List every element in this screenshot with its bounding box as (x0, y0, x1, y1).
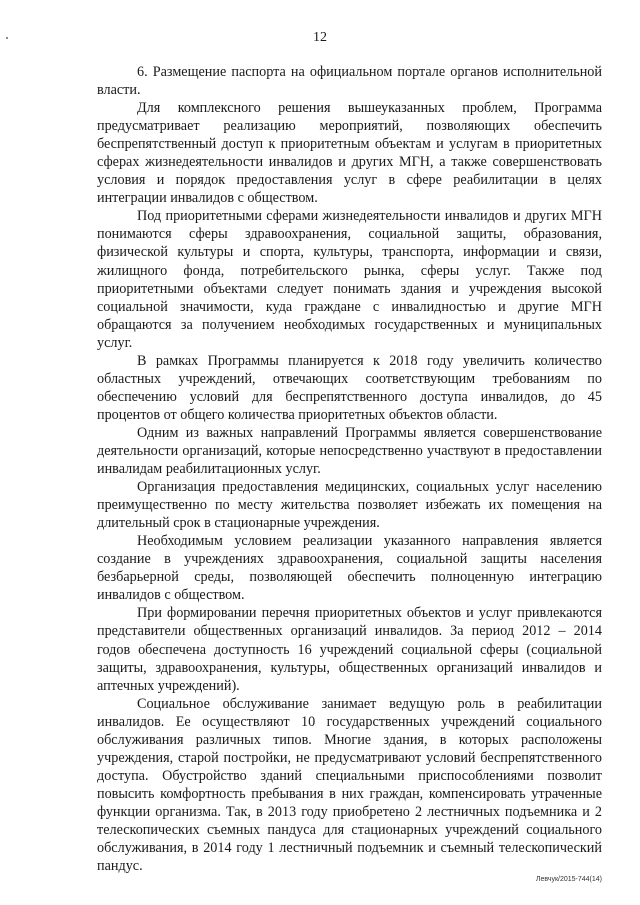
paragraph-priority-spheres: Под приоритетными сферами жизнедеятельности инвалидов и других МГН понимаются сферы здравоохранения, социальной защиты, образования, физической культуры и спорта, культуры, транспорта, информации и связи, жилищного фонда, потребительского рынка, сферы услуг. Также под приоритетными объектами следует понимать здания и учреждения высокой социальной значимости, куда граждане с инвалидностью и другие МГН обращаются за получением необходимых государственных и муниципальных услуг. (97, 208, 602, 351)
paragraph-passport-placement: 6. Размещение паспорта на официальном портале органов исполнительной власти. (97, 64, 602, 99)
paragraph-program-measures: Для комплексного решения вышеуказанных проблем, Программа предусматривает реализацию мероприятий, позволяющих обеспечить беспрепятственный доступ к приоритетным объектам и услугам в приоритетных сферах жизнедеятельности инвалидов и других МГН, а также совершенствовать условия и порядок предоставления услуг в сфере реабилитации в целях интеграции инвалидов с обществом. (97, 100, 602, 207)
document-footer-code: Левчук/2015-744(14) (535, 876, 602, 883)
paragraph-local-services: Организация предоставления медицинских, социальных услуг населению преимущественно по месту жительства позволяет избежать их помещения на длительный срок в стационарные учреждения. (97, 479, 602, 532)
page-number: 12 (313, 30, 327, 45)
paragraph-barrier-free: Необходимым условием реализации указанного направления является создание в учреждениях здравоохранения, социальной защиты населения безбарьерной среды, позволяющей обеспечить полноценную интеграцию инвалидов с обществом. (97, 533, 602, 604)
document-body (97, 63, 602, 875)
paragraph-social-service: Социальное обслуживание занимает ведущую роль в реабилитации инвалидов. Ее осуществляют 10 государственных учреждений социального обслуживания различных типов. Многие здания, в которых расположены учреждения, старой постройки, не предусматривают условий беспрепятственного доступа. Обустройство зданий специальными приспособлениями позволит повысить комфортность пребывания в них граждан, компенсировать утраченные функции организма. Так, в 2013 году приобретено 2 лестничных подъемника и 2 телескопических съемных пандуса для стационарных учреждений социального обслуживания, в 2014 году 1 лестничный подъемник и съемный телескопический пандус. (97, 695, 602, 875)
paragraph-2018-target: В рамках Программы планируется к 2018 году увеличить количество областных учреждений, отвечающих соответствующим требованиям по обеспечению условий для беспрепятственного доступа инвалидов, до 45 процентов от общего количества приоритетных объектов области. (97, 352, 602, 423)
paragraph-accessibility-2012-2014: При формировании перечня приоритетных объектов и услуг привлекаются представители общественных организаций инвалидов. За период 2012 – 2014 годов обеспечена доступность 16 учреждений социальной сферы (социальной защиты, здравоохранения, культуры, общественных организаций инвалидов и аптечных учреждений). (97, 605, 602, 694)
paragraph-main-direction: Одним из важных направлений Программы является совершенствование деятельности организаций, которые непосредственно участвуют в предоставлении инвалидам реабилитационных услуг. (97, 424, 602, 478)
